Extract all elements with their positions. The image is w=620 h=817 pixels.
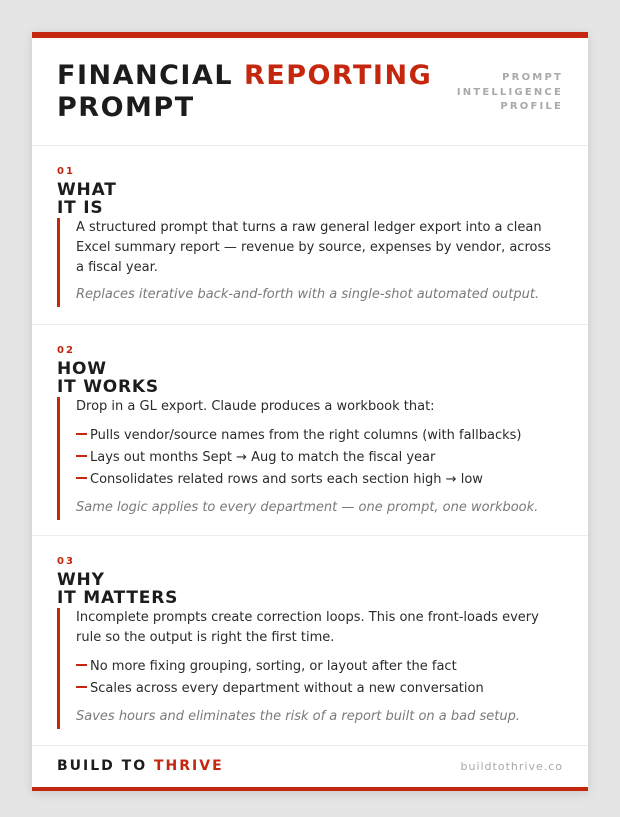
section-heading-line: HOW — [57, 359, 107, 379]
section-intro: A structured prompt that turns a raw general ledger export into a clean Excel summary report — revenue by source, expenses by vendor, across a fiscal year. — [76, 220, 552, 275]
list-item-text: Consolidates related rows and sorts each section high → low — [90, 472, 483, 487]
section-intro: Drop in a GL export. Claude produces a workbook that: — [76, 399, 435, 414]
dash-icon — [76, 477, 87, 479]
section-note: Saves hours and eliminates the risk of a report built on a bad setup. — [76, 709, 520, 724]
card-header — [32, 38, 588, 146]
section-heading — [57, 360, 563, 396]
list-item — [76, 447, 563, 469]
footer-url[interactable]: buildtothrive.co — [460, 759, 563, 773]
profile-line: PROFILE — [500, 101, 563, 112]
section-heading-line: IT WORKS — [57, 377, 159, 397]
section-body — [57, 397, 563, 520]
dash-icon — [76, 664, 87, 666]
section-how-it-works — [32, 325, 588, 536]
section-why-it-matters — [32, 536, 588, 746]
dash-icon — [76, 686, 87, 688]
section-number: 02 — [57, 345, 75, 356]
list-item — [76, 656, 563, 678]
section-number: 01 — [57, 166, 75, 177]
profile-label — [457, 71, 563, 115]
profile-card — [32, 32, 588, 791]
section-heading-line: IT MATTERS — [57, 588, 179, 608]
list-item — [76, 469, 563, 491]
section-what-it-is — [32, 146, 588, 325]
title-part1: FINANCIAL — [57, 60, 234, 91]
title-accent: REPORTING — [243, 60, 433, 91]
brand-accent: THRIVE — [154, 758, 224, 774]
list-item — [76, 425, 563, 447]
brand-part1: BUILD TO — [57, 758, 148, 774]
bullet-list — [76, 656, 563, 700]
card-footer — [32, 745, 588, 787]
dash-icon — [76, 455, 87, 457]
title-part2: PROMPT — [57, 92, 195, 123]
list-item — [76, 678, 563, 700]
list-item-text: Pulls vendor/source names from the right columns (with fallbacks) — [90, 428, 522, 443]
section-note: Replaces iterative back-and-forth with a single-shot automated output. — [76, 287, 540, 302]
section-heading — [57, 571, 563, 607]
section-heading — [57, 181, 563, 217]
section-note: Same logic applies to every department — one prompt, one workbook. — [76, 500, 539, 515]
section-body — [57, 608, 563, 729]
section-number: 03 — [57, 556, 75, 567]
section-heading-line: WHAT — [57, 180, 117, 200]
profile-line: PROMPT — [502, 72, 563, 83]
section-intro: Incomplete prompts create correction loops. This one front-loads every rule so the output is right the first time. — [76, 610, 539, 645]
profile-line: INTELLIGENCE — [456, 86, 563, 98]
section-heading-line: WHY — [57, 570, 105, 590]
dash-icon — [76, 433, 87, 435]
list-item-text: Scales across every department without a new conversation — [90, 681, 484, 696]
bullet-list — [76, 425, 563, 491]
list-item-text: Lays out months Sept → Aug to match the fiscal year — [90, 450, 436, 465]
brand-logo — [57, 758, 224, 774]
section-heading-line: IT IS — [57, 198, 104, 218]
list-item-text: No more fixing grouping, sorting, or layout after the fact — [90, 659, 457, 674]
section-body — [57, 218, 563, 307]
